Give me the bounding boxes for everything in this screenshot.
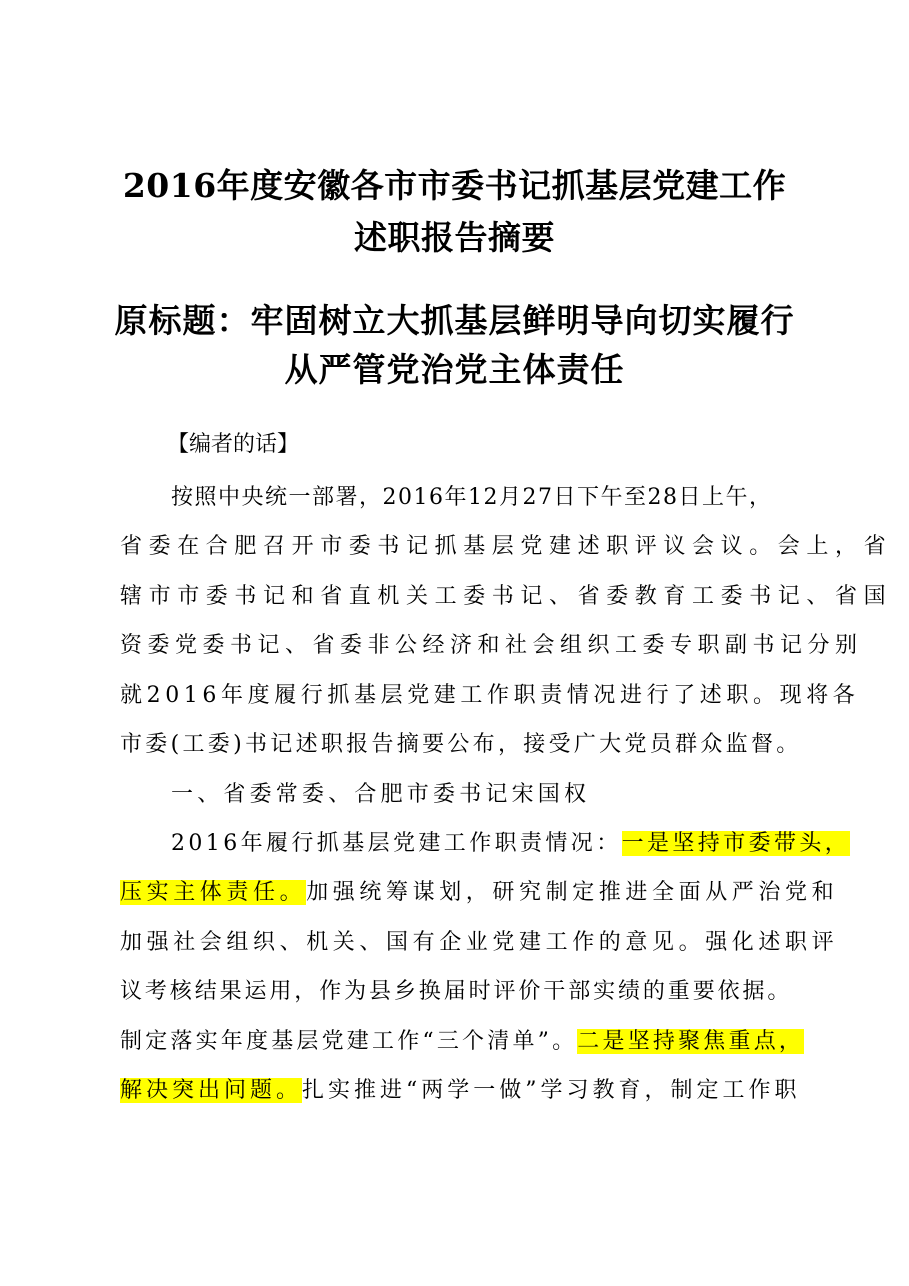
highlighted-text: 解决突出问题。 <box>120 1078 303 1103</box>
highlighted-text: 压实主体责任。 <box>120 880 307 905</box>
text-segment: 2016年履行抓基层党建工作职责情况： <box>171 831 622 856</box>
paragraph-line: 就2016年度履行抓基层党建工作职责情况进行了述职。现将各 <box>120 683 860 708</box>
paragraph-line: 辖市市委书记和省直机关工委书记、省委教育工委书记、省国 <box>120 584 893 609</box>
paragraph-line: 资委党委书记、省委非公经济和社会组织工委专职副书记分别 <box>120 633 863 658</box>
editor-note-heading: 【编者的话】 <box>167 432 300 457</box>
original-title-line1: 原标题：牢固树立大抓基层鲜明导向切实履行 <box>114 301 795 340</box>
doc-title-line1: 2016年度安徽各市市委书记抓基层党建工作 <box>122 166 787 205</box>
text-segment: 制定落实年度基层党建工作“三个清单”。 <box>120 1029 578 1054</box>
paragraph-line: 加强社会组织、机关、国有企业党建工作的意见。强化述职评 <box>120 930 839 955</box>
paragraph-line <box>120 878 909 908</box>
highlighted-text: 二是坚持聚焦重点， <box>577 1029 805 1054</box>
paragraph-line: 省委在合肥召开市委书记抓基层党建述职评议会议。会上，省 <box>120 534 893 559</box>
doc-title-line2: 述职报告摘要 <box>354 218 555 257</box>
paragraph-line: 按照中央统一部署，2016年12月27日下午至28日上午， <box>171 485 773 510</box>
original-title-line2: 从严管党治党主体责任 <box>284 350 625 389</box>
highlighted-text: 一是坚持市委带头， <box>621 831 851 856</box>
text-segment: 加强统筹谋划，研究制定推进全面从严治党和 <box>306 880 839 905</box>
paragraph-line <box>120 1027 909 1057</box>
paragraph-line: 市委(工委)书记述职报告摘要公布，接受广大党员群众监督。 <box>120 732 802 757</box>
text-segment: 扎实推进“两学一做”学习教育，制定工作职 <box>302 1078 801 1103</box>
paragraph-line: 议考核结果运用，作为县乡换届时评价干部实绩的重要依据。 <box>120 979 793 1004</box>
paragraph-line <box>171 829 909 859</box>
paragraph-line <box>120 1076 909 1106</box>
section-heading: 一、省委常委、合肥市委书记宋国权 <box>171 782 591 807</box>
